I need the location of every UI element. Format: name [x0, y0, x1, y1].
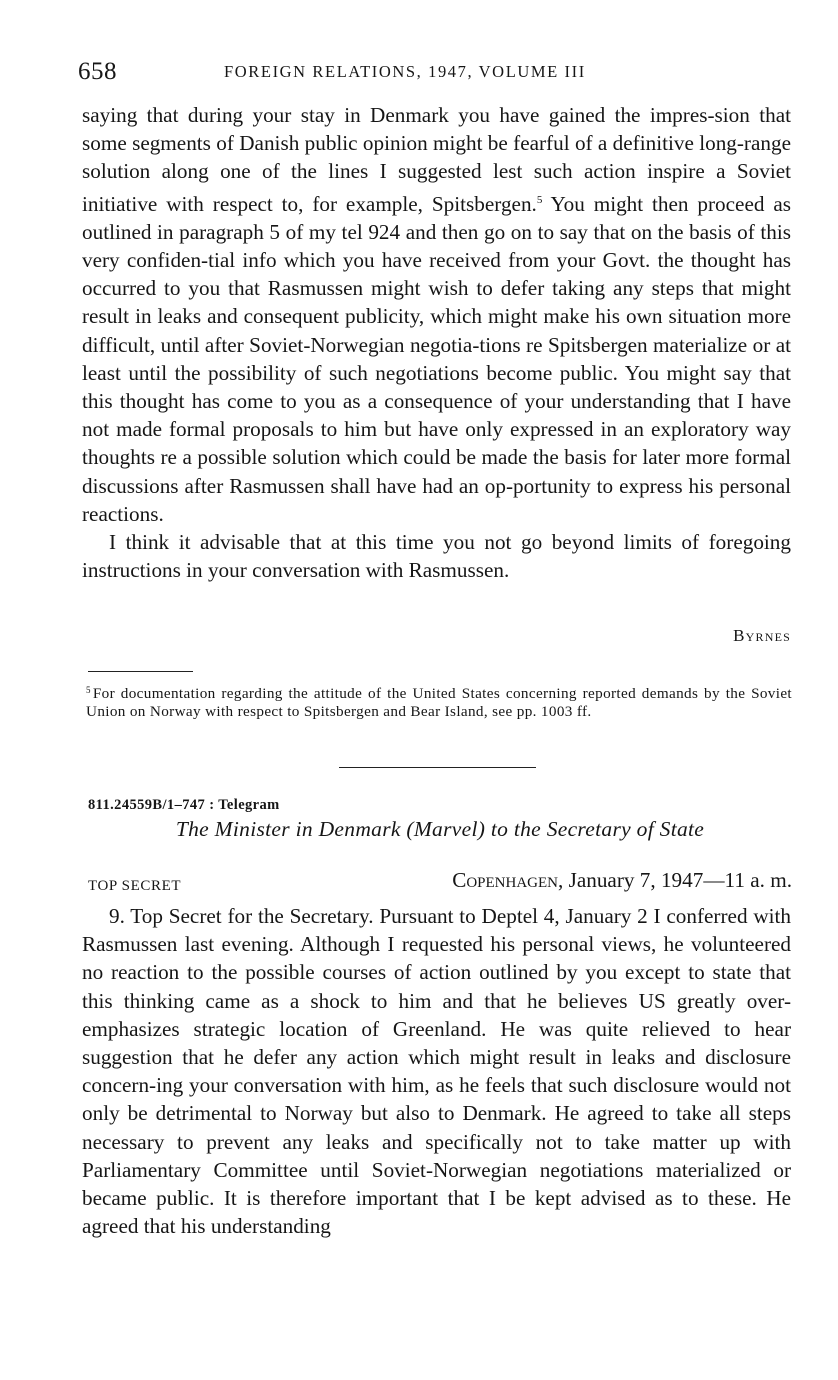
- running-head-title: FOREIGN RELATIONS, 1947, VOLUME III: [224, 62, 586, 81]
- footnote: [86, 681, 792, 721]
- telegram-paragraph: 9. Top Secret for the Secretary. Pursuant to Deptel 4, January 2 I conferred with Rasmussen last evening. Although I requested his personal views, he volunteered no reaction to the possible courses of action outlined by you except to state that this thinking came as a shock to him and that he believes US greatly over-emphasizes strategic location of Greenland. He was quite relieved to hear suggestion that he defer any action which might result in leaks and disclosure concern-ing your conversation with him, as he feels that such disclosure would not only be detrimental to Norway but also to Denmark. He agreed to take all steps necessary to prevent any leaks and specifically not to take matter up with Parliamentary Committee until Soviet-Norwegian negotiations materialized or became public. It is therefore important that I be kept advised as to these. He agreed that his understanding: [82, 904, 791, 1239]
- footnote-number: 5: [86, 685, 91, 695]
- telegram-body: [82, 902, 791, 1240]
- document-heading: The Minister in Denmark (Marvel) to the Secretary of State: [175, 817, 705, 841]
- file-number: 811.24559B/1–747 : Telegram: [88, 797, 280, 813]
- footnote-text: For documentation regarding the attitude of the United States concerning reported demands by the Soviet Union on Norway with respect to Spitsbergen and Bear Island, see pp. 1003 ff.: [86, 685, 792, 720]
- section-divider: [339, 767, 536, 768]
- footnote-reference[interactable]: 5: [536, 193, 543, 206]
- dateline: [452, 868, 792, 893]
- running-head: [78, 58, 793, 92]
- dateline-place: Copenhagen: [452, 868, 558, 892]
- page-number: 658: [78, 58, 117, 85]
- signature: Byrnes: [733, 626, 791, 645]
- paragraph-instructions: I think it advisable that at this time you not go beyond limits of foregoing instructions in your conversation with Rasmussen.: [82, 530, 791, 583]
- paragraph-text-part-one: saying that during your stay in Denmark you have gained the impres-sion that some segments of Danish public opinion might be fearful of a definitive long-range solution along one of the lines I suggested lest such action inspire a Soviet initiative with respect to, for example, Spitsbergen.: [82, 103, 791, 216]
- dateline-date: , January 7, 1947—11 a. m.: [557, 868, 792, 892]
- footnote-divider: [88, 671, 193, 672]
- classification-label: TOP SECRET: [88, 878, 182, 894]
- telegram-continuation-text: [82, 101, 791, 584]
- paragraph-text-part-two: You might then proceed as outlined in paragraph 5 of my tel 924 and then go on to say that on the basis of this very confiden-tial info which you have received from your Govt. the thought has occurred to you that Rasmussen might wish to defer taking any steps that might result in leaks and consequent publicity, which might make his own situation more difficult, until after Soviet-Norwegian negotia-tions re Spitsbergen materialize or at least until the possibility of such negotiations become public. You might say that this thought has come to you as a consequence of your understanding that I have not made formal proposals to him but have only expressed in an exploratory way thoughts re a possible solution which could be made the basis for later more formal discussions after Rasmussen shall have had an op-portunity to express his personal reactions.: [82, 191, 792, 526]
- paragraph-continuation: [82, 101, 791, 528]
